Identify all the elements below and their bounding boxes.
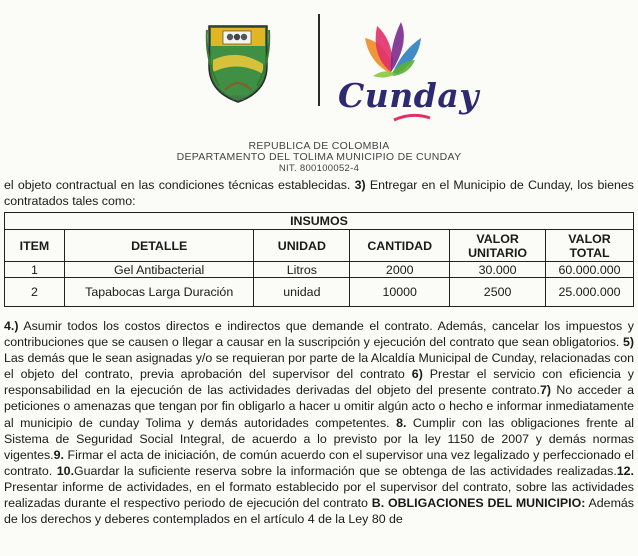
clause-text-7: No acceder a peticiones o amenazas que tengan por fin obligarlo a hacer u omitir algún acto o hecho e informar inmediatamente al municipio de cunday Tolima y demás autoridades competentes. <box>4 383 634 430</box>
section-heading-b: B. OBLIGACIONES DEL MUNICIPIO: <box>371 496 586 511</box>
cell-valor-total: 25.000.000 <box>546 278 634 307</box>
clause-text-8: Cumplir con las obligaciones frente al Sistema de Seguridad Social Integral, de acuerdo a lo previsto por la ley 1150 de 2007 y demás normas vigentes. <box>4 415 634 462</box>
intro-text: el objeto contractual en las condiciones técnicas establecidas. <box>4 178 351 192</box>
cell-unidad: Litros <box>254 262 350 278</box>
clause-number-4: 4.) <box>4 319 19 333</box>
header-valor-unitario: VALOR UNITARIO <box>450 230 546 262</box>
clause-number-12: 12. <box>616 463 634 478</box>
header-divider <box>318 14 320 106</box>
letterhead <box>0 0 638 174</box>
header-unidad: UNIDAD <box>254 230 350 262</box>
cell-cantidad: 2000 <box>350 262 450 278</box>
clause-text-12: Presentar informe de actividades, en el formato establecido por el supervisor del contrato, sobre las actividades realizadas durante el respectivo periodo de ejecución del contrato <box>4 479 634 511</box>
cell-cantidad: 10000 <box>350 278 450 307</box>
brand-wordmark: Cunday <box>338 76 479 115</box>
clause-text-4: Asumir todos los costos directos e indirectos que demande el contrato. Además, cancelar los impuestos y contribuciones que se causen o llegar a causar en la suscripción y ejecución del contrato que sean obligatorios. <box>4 319 634 350</box>
table-row <box>5 278 634 307</box>
clause-text-5: Las demás que le sean asignadas y/o se requieran por parte de la Alcaldía Municipal de Cunday, relacionadas con el objeto del contrato, previa aprobación del supervisor del contrato <box>4 351 634 382</box>
obligations-paragraph <box>4 318 634 527</box>
cell-item: 2 <box>5 278 65 307</box>
institution-department: DEPARTAMENTO DEL TOLIMA MUNICIPIO DE CUNDAY <box>176 151 462 163</box>
section-b-text: Además de los derechos y deberes contemplados en el artículo 4 de la Ley 80 de <box>4 496 634 527</box>
header-cantidad: CANTIDAD <box>350 230 450 262</box>
clause-number-8: 8. <box>396 415 407 430</box>
institution-nit: NIT. 800100052-4 <box>278 163 360 174</box>
cell-valor-unitario: 2500 <box>450 278 546 307</box>
clause-text-10: Guardar la suficiente reserva sobre la información que se obtenga de las actividades realizadas. <box>74 463 617 478</box>
wordmark-swoosh-icon <box>392 110 432 124</box>
cell-detalle: Tapabocas Larga Duración <box>64 278 254 307</box>
header-detalle: DETALLE <box>64 230 254 262</box>
clause-number-5: 5) <box>622 335 634 350</box>
header-valor-total: VALOR TOTAL <box>546 230 634 262</box>
cell-valor-total: 60.000.000 <box>546 262 634 278</box>
cell-unidad: unidad <box>254 278 350 307</box>
clause-number-6: 6) <box>411 367 423 382</box>
cell-item: 1 <box>5 262 65 278</box>
table-title: INSUMOS <box>5 213 634 230</box>
insumos-table <box>4 212 634 307</box>
clause-number-9: 9. <box>53 447 64 462</box>
clause-number-10: 10. <box>56 463 75 478</box>
cell-valor-unitario: 30.000 <box>450 262 546 278</box>
clause-text-9: Firmar el acta de iniciación, de común acuerdo con el supervisor una vez legalizado y perfeccionado el contrato. <box>4 447 634 478</box>
clause-text-6: Prestar el servicio con eficiencia y responsabilidad en la ejecución de las actividades derivadas del objeto del presente contrato. <box>4 367 634 398</box>
institution-country: REPUBLICA DE COLOMBIA <box>248 140 390 152</box>
cell-detalle: Gel Antibacterial <box>64 262 254 278</box>
clause-number-3: 3) <box>354 178 366 192</box>
intro-paragraph <box>4 177 634 209</box>
crest-year: 1881 <box>231 96 245 102</box>
clause-number-7: 7) <box>539 383 551 398</box>
clause-text-3: Entregar en el Municipio de Cunday, los bienes contratados tales como: <box>4 178 634 209</box>
table-row <box>5 262 634 278</box>
header-item: ITEM <box>5 230 65 262</box>
municipal-crest-icon <box>205 20 271 106</box>
